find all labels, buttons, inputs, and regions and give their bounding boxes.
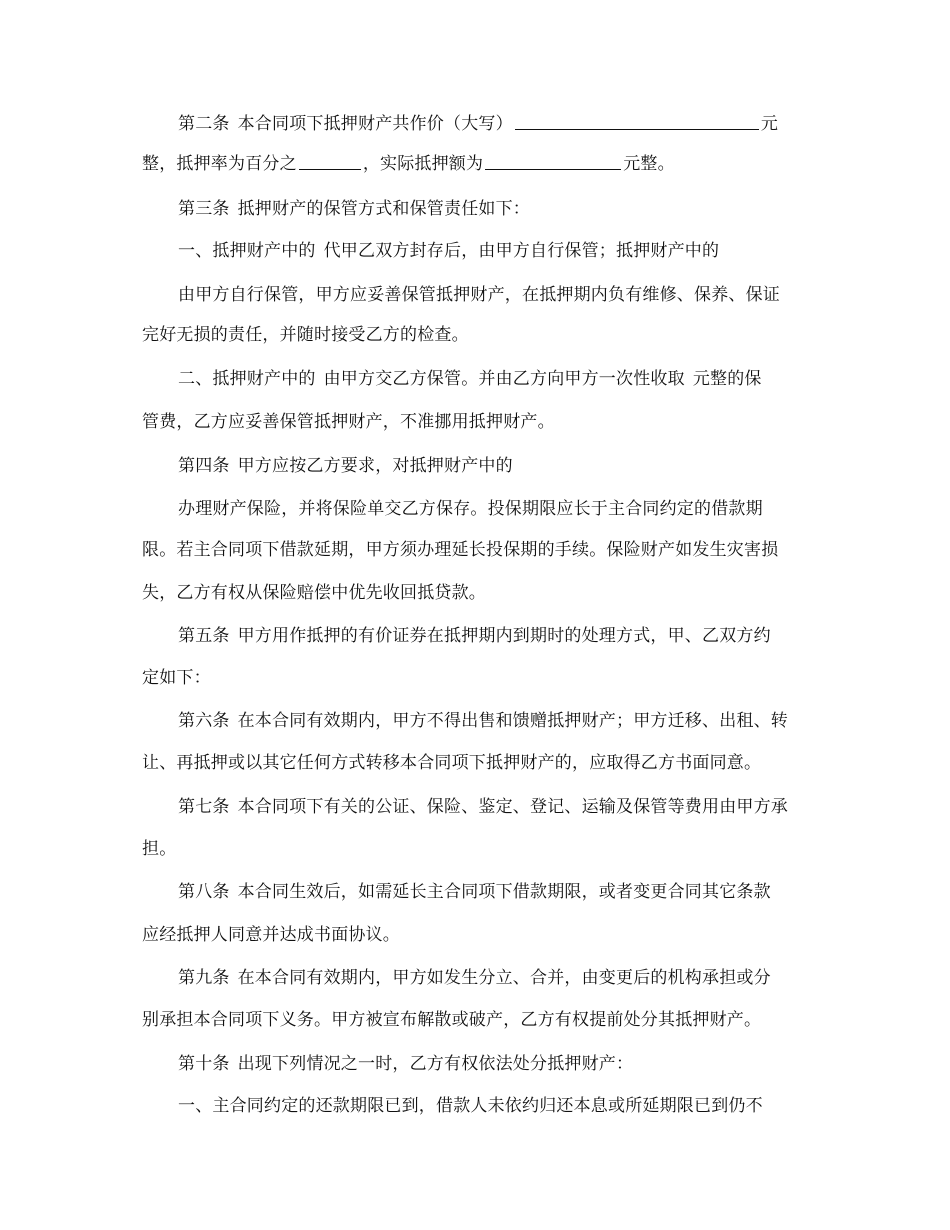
actual-amount-text: ，实际抵押额为 [362,154,484,174]
item-1-text-c: 由甲方自行保管，甲方应妥善保管抵押财产，在抵押期内负有维修、保养、保证 [178,285,780,305]
article-3-item-2-line-1 [0,359,950,399]
article-10-label: 第十条 [178,1054,230,1074]
item-2-text-b: 由甲方交乙方保管。并由乙方向甲方一次性收取 [323,369,685,389]
article-4-text-4: 失，乙方有权从保险赔偿中优先收回抵贷款。 [142,583,486,603]
item-1-text-a: 一、抵押财产中的 [178,241,316,261]
article-7-label: 第七条 [178,797,230,817]
article-6-line-1 [0,701,950,741]
article-3-item-1-line-1 [0,231,950,271]
article-8-label: 第八条 [178,882,230,902]
article-10-text-2: 一、主合同约定的还款期限已到，借款人未依约归还本息或所延期限已到仍不 [178,1096,763,1116]
item-1-text-d: 完好无损的责任，并随时接受乙方的检查。 [142,325,469,345]
article-4-text-1: 甲方应按乙方要求，对抵押财产中的 [237,456,513,476]
article-4-line-3 [0,530,950,570]
item-1-text-b: 代甲乙双方封存后，由甲方自行保管；抵押财产中的 [323,241,720,261]
article-4-line-4 [0,573,950,613]
article-10-text-1: 出现下列情况之一时，乙方有权依法处分抵押财产： [237,1054,634,1074]
article-4-label: 第四条 [178,456,230,476]
article-7-line-1 [0,787,950,827]
article-4-text-2: 办理财产保险，并将保险单交乙方保存。投保期限应长于主合同约定的借款期 [178,499,763,519]
article-3-text: 抵押财产的保管方式和保管责任如下： [237,199,531,219]
article-4-line-2 [0,489,950,529]
article-5-line-2 [0,658,950,698]
article-8-line-1 [0,872,950,912]
article-7-text-2: 担。 [142,839,177,859]
article-5-text-2: 定如下： [142,668,211,688]
article-6-text-1: 在本合同有效期内，甲方不得出售和馈赠抵押财产；甲方迁移、出租、转 [237,711,789,731]
article-6-label: 第六条 [178,711,230,731]
article-7-line-2 [0,829,950,869]
article-2-line-2 [0,144,950,184]
item-2-text-c: 元整的保 [692,369,762,389]
article-3-item-1-line-3 [0,315,950,355]
article-9-line-2 [0,1000,950,1040]
article-2-unit: 元 [760,114,779,134]
article-4-line-1 [0,446,950,486]
article-9-line-1 [0,958,950,998]
article-9-text-1: 在本合同有效期内，甲方如发生分立、合并，由变更后的机构承担或分 [237,968,771,988]
mortgage-rate-text: 整，抵押率为百分之 [142,154,297,174]
article-8-line-2 [0,915,950,955]
article-6-text-2: 让、再抵押或以其它任何方式转移本合同项下抵押财产的，应取得乙方书面同意。 [142,753,762,773]
article-9-label: 第九条 [178,968,230,988]
article-5-label: 第五条 [178,626,230,646]
item-2-text-a: 二、抵押财产中的 [178,369,316,389]
article-8-text-1: 本合同生效后，如需延长主合同项下借款期限，或者变更合同其它条款 [237,882,771,902]
article-2-line-1 [0,104,950,144]
article-2-text: 本合同项下抵押财产共作价（大写） [237,114,513,134]
amount-unit: 元整。 [623,154,675,174]
article-9-text-2: 别承担本合同项下义务。甲方被宣布解散或破产，乙方有权提前处分其抵押财产。 [142,1010,762,1030]
article-2-label: 第二条 [178,114,230,134]
article-7-text-1: 本合同项下有关的公证、保险、鉴定、登记、运输及保管等费用由甲方承 [237,797,789,817]
article-10-line-1 [0,1044,950,1084]
article-8-text-2: 应经抵押人同意并达成书面协议。 [142,925,400,945]
valuation-blank [515,109,759,130]
article-3-item-1-line-2 [0,275,950,315]
article-4-text-3: 限。若主合同项下借款延期，甲方须办理延长投保期的手续。保险财产如发生灾害损 [142,540,779,560]
amount-blank [485,149,621,170]
article-3-label: 第三条 [178,199,230,219]
article-5-text-1: 甲方用作抵押的有价证券在抵押期内到期时的处理方式，甲、乙双方约 [237,626,771,646]
article-3-item-2-line-2 [0,402,950,442]
item-2-text-d: 管费，乙方应妥善保管抵押财产，不准挪用抵押财产。 [142,412,555,432]
article-6-line-2 [0,743,950,783]
article-10-item-1 [0,1086,950,1126]
article-3-line-1 [0,189,950,229]
article-5-line-1 [0,616,950,656]
rate-blank [299,149,361,170]
